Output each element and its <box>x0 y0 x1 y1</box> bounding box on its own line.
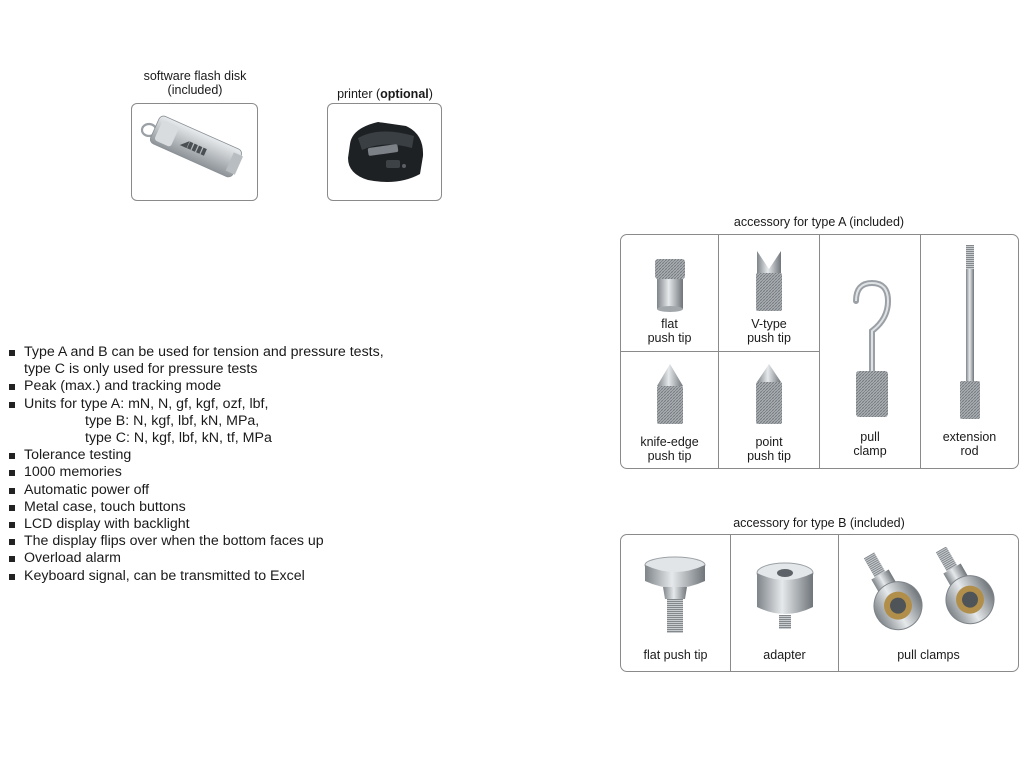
feature-item <box>8 533 384 550</box>
accessory-pull-clamps <box>839 535 1018 671</box>
feature-text: The display flips over when the bottom faces up <box>24 533 324 550</box>
feature-text: Automatic power off <box>24 481 150 498</box>
feature-text-cont: type C is only used for pressure tests <box>24 361 258 378</box>
type-a-title: accessory for type A (included) <box>733 215 905 229</box>
printer-caption-suffix: ) <box>428 87 433 101</box>
b-flat-push-tip-icon <box>641 555 709 637</box>
adapter-label: adapter <box>763 648 806 662</box>
printer-caption-prefix: printer ( <box>337 87 381 101</box>
v-type-push-tip-label-2: push tip <box>747 331 791 345</box>
printer-image-box <box>327 103 442 201</box>
accessory-point-push-tip <box>719 352 819 468</box>
pull-clamps-icon <box>853 547 1007 643</box>
flash-disk-caption-line2: (included) <box>167 83 223 97</box>
feature-text: 1000 memories <box>24 464 122 481</box>
accessory-v-type-push-tip <box>719 235 819 351</box>
knife-edge-push-tip-label-1: knife-edge <box>640 435 699 449</box>
pull-clamps-label: pull clamps <box>897 648 960 662</box>
feature-item <box>8 499 384 516</box>
feature-text: Metal case, touch buttons <box>24 498 186 515</box>
feature-item <box>8 344 384 378</box>
flat-push-tip-label-2: push tip <box>647 331 692 345</box>
type-b-box <box>620 534 1019 672</box>
flat-push-tip-icon <box>651 257 689 313</box>
feature-item <box>8 516 384 533</box>
accessory-pull-clamp <box>820 235 920 468</box>
v-type-push-tip-label-1: V-type <box>751 317 787 331</box>
svg-text:◢▮▮▮▮: ◢▮▮▮▮ <box>179 136 209 157</box>
extension-rod-label-2: rod <box>960 444 979 458</box>
accessory-extension-rod <box>921 235 1018 468</box>
thermal-printer-icon <box>328 104 441 200</box>
feature-text: Units for type A: mN, N, gf, kgf, ozf, lbf, <box>24 395 269 412</box>
feature-item <box>8 447 384 464</box>
accessory-adapter <box>731 535 838 671</box>
knife-edge-push-tip-label-2: push tip <box>647 449 692 463</box>
accessory-b-flat-push-tip <box>621 535 730 671</box>
flash-disk-image-box <box>131 103 258 201</box>
feature-text: Tolerance testing <box>24 447 132 464</box>
feature-text: Type A and B can be used for tension and pressure tests, <box>24 344 384 360</box>
point-push-tip-icon <box>752 362 786 426</box>
type-b-title: accessory for type B (included) <box>733 516 905 530</box>
pull-clamp-label-1: pull <box>860 430 880 444</box>
feature-text: LCD display with backlight <box>24 516 190 533</box>
feature-text: Peak (max.) and tracking mode <box>24 378 222 395</box>
feature-list <box>8 344 384 585</box>
adapter-icon <box>753 559 817 633</box>
feature-item <box>8 550 384 567</box>
feature-item <box>8 482 384 499</box>
point-push-tip-label-2: push tip <box>747 449 791 463</box>
feature-item <box>8 378 384 395</box>
feature-text-cont: type B: N, kgf, lbf, kN, MPa, <box>85 412 260 429</box>
flash-disk-caption <box>118 69 272 97</box>
b-flat-push-tip-label: flat push tip <box>643 648 708 662</box>
printer-caption <box>315 87 455 101</box>
accessory-flat-push-tip <box>621 235 718 351</box>
feature-item <box>8 464 384 481</box>
extension-rod-label-1: extension <box>942 430 997 444</box>
point-push-tip-label-1: point <box>755 435 783 449</box>
flash-disk-caption-line1: software flash disk <box>143 69 247 83</box>
printer-caption-optional: optional <box>380 87 429 101</box>
feature-text-cont: type C: N, kgf, lbf, kN, tf, MPa <box>85 430 272 447</box>
knife-edge-push-tip-icon <box>653 362 687 426</box>
accessory-knife-edge-push-tip <box>621 352 718 468</box>
flat-push-tip-label-1: flat <box>661 317 678 331</box>
pull-clamp-label-2: clamp <box>853 444 887 458</box>
feature-text: Overload alarm <box>24 550 121 567</box>
feature-item <box>8 396 384 448</box>
feature-item <box>8 568 384 585</box>
usb-flash-drive-icon <box>132 104 257 200</box>
feature-text: Keyboard signal, can be transmitted to Excel <box>24 567 305 584</box>
v-type-push-tip-icon <box>752 249 786 313</box>
pull-clamp-hook-icon <box>842 279 898 421</box>
type-a-box <box>620 234 1019 469</box>
extension-rod-icon <box>957 245 983 423</box>
